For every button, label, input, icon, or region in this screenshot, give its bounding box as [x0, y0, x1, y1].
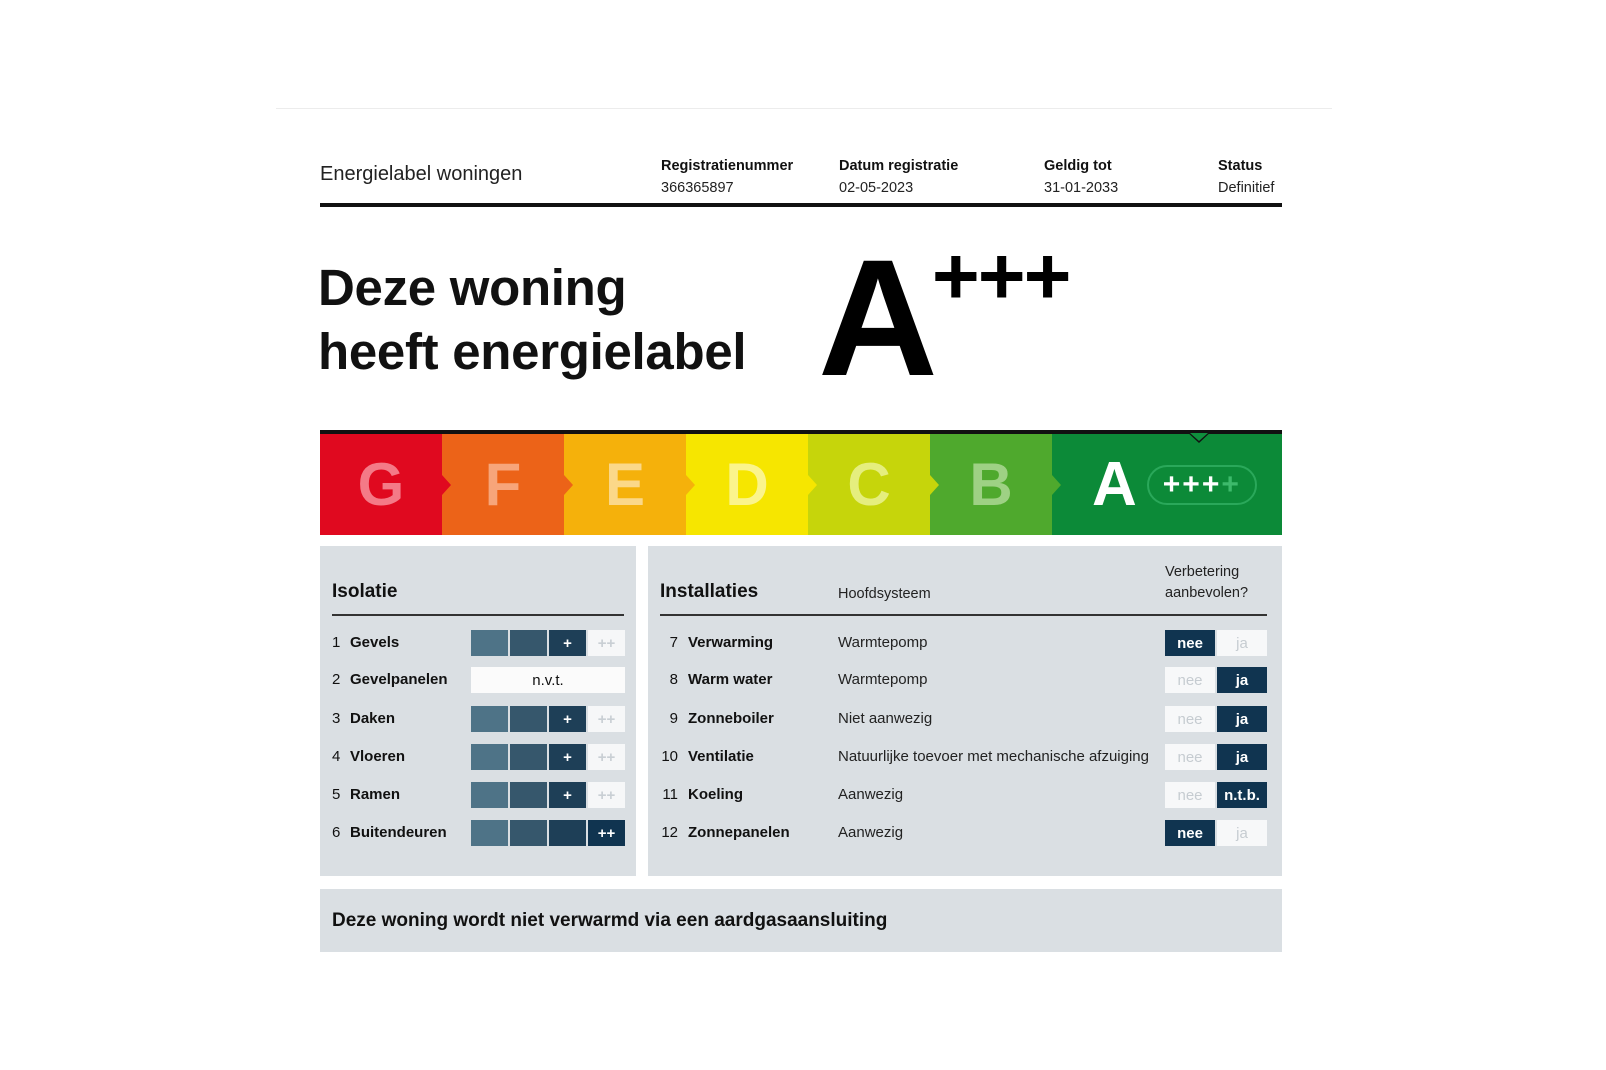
rating-cell	[510, 820, 547, 846]
row-name: Daken	[350, 710, 396, 727]
rating-cell-plus: +	[549, 782, 586, 808]
scale-class-g	[320, 434, 442, 535]
insulation-rating-bar	[471, 630, 625, 656]
scale-class-letter: C	[847, 451, 891, 518]
toggle-option-ja: ja	[1217, 667, 1267, 693]
not-applicable-value: n.v.t.	[471, 667, 625, 693]
rating-cell	[510, 782, 547, 808]
isolatie-row	[332, 820, 624, 846]
gas-connection-banner	[320, 889, 1282, 952]
insulation-rating-bar	[471, 744, 625, 770]
banner-text: Deze woning wordt niet verwarmd via een aardgasaansluiting	[332, 909, 888, 931]
insulation-rating-bar	[471, 820, 625, 846]
rating-cell-plus: +	[549, 706, 586, 732]
row-name: Gevels	[350, 634, 400, 651]
scale-class-letter: A	[1092, 450, 1137, 519]
improvement-toggle	[1165, 744, 1267, 770]
row-number: 3	[332, 710, 341, 727]
rating-cell	[549, 820, 586, 846]
chevron-right-icon	[442, 475, 451, 495]
row-name: Buitendeuren	[350, 824, 447, 841]
column-label-main-system: Hoofdsysteem	[838, 586, 931, 602]
isolatie-row	[332, 667, 624, 693]
pointer-inner	[1190, 433, 1208, 441]
toggle-option-nee: nee	[1165, 706, 1215, 732]
rating-cell-plusplus: ++	[588, 630, 625, 656]
isolatie-panel	[320, 546, 636, 876]
column-label-improvement	[1165, 562, 1248, 604]
row-number: 6	[332, 824, 341, 841]
energy-label-rating	[818, 226, 1070, 411]
column-label-line: aanbevolen?	[1165, 585, 1249, 601]
rating-cell	[471, 782, 508, 808]
row-system: Natuurlijke toevoer met mechanische afzuiging	[838, 748, 1149, 765]
scale-class-e	[564, 434, 686, 535]
meta-value: 366365897	[661, 180, 734, 196]
row-name: Koeling	[688, 786, 743, 803]
meta-key: Registratienummer	[661, 158, 794, 174]
improvement-toggle	[1165, 706, 1267, 732]
row-number: 11	[662, 786, 678, 803]
scale-class-b	[930, 434, 1052, 535]
installaties-panel	[648, 546, 1282, 876]
row-number: 8	[669, 671, 678, 688]
installaties-title: Installaties	[660, 581, 759, 602]
installaties-divider	[660, 614, 1267, 616]
chevron-right-icon	[808, 475, 817, 495]
rating-cell	[471, 630, 508, 656]
scale-class-letter: F	[484, 451, 522, 518]
row-number: 7	[669, 634, 678, 651]
installatie-row	[660, 820, 1267, 846]
row-name: Ventilatie	[688, 748, 754, 765]
installatie-row	[660, 667, 1267, 693]
toggle-option-nee: nee	[1165, 667, 1215, 693]
document-header	[320, 150, 1282, 206]
toggle-option-ntb: n.t.b.	[1217, 782, 1267, 808]
isolatie-divider	[332, 614, 624, 616]
improvement-toggle	[1165, 630, 1267, 656]
row-name: Vloeren	[350, 748, 406, 765]
row-number: 10	[661, 748, 678, 765]
scale-top-line	[320, 430, 1282, 434]
plus-rating-pill	[1147, 465, 1257, 505]
row-system: Niet aanwezig	[838, 710, 933, 727]
column-label-line: Verbetering	[1165, 564, 1240, 580]
row-system: Warmtepomp	[838, 671, 928, 688]
toggle-option-ja: ja	[1217, 630, 1267, 656]
row-name: Verwarming	[688, 634, 774, 651]
row-number: 1	[332, 634, 341, 651]
rating-cell-plusplus: ++	[588, 782, 625, 808]
headline-line-2: heeft energielabel	[318, 323, 747, 380]
rating-cell-plus: +	[549, 630, 586, 656]
isolatie-title: Isolatie	[332, 581, 398, 602]
isolatie-row	[332, 744, 624, 770]
insulation-rating-bar	[471, 706, 625, 732]
chevron-right-icon	[930, 475, 939, 495]
isolatie-row	[332, 706, 624, 732]
installatie-row	[660, 706, 1267, 732]
row-name: Zonneboiler	[688, 710, 774, 727]
meta-key: Geldig tot	[1044, 158, 1112, 174]
row-number: 2	[332, 671, 341, 688]
header-divider	[320, 203, 1282, 207]
energy-label-plus: +++	[931, 231, 1070, 322]
row-system: Warmtepomp	[838, 634, 928, 651]
toggle-option-ja: ja	[1217, 820, 1267, 846]
toggle-option-nee: nee	[1165, 744, 1215, 770]
meta-value: 02-05-2023	[839, 180, 914, 196]
toggle-option-ja: ja	[1217, 744, 1267, 770]
scale-class-c	[808, 434, 930, 535]
rating-cell	[471, 706, 508, 732]
toggle-option-ja: ja	[1217, 706, 1267, 732]
rating-cell-plusplus: ++	[588, 744, 625, 770]
row-name: Warm water	[688, 671, 773, 688]
scale-class-a-current	[1052, 434, 1282, 535]
chevron-right-icon	[1052, 475, 1061, 495]
rating-cell-plusplus: ++	[588, 706, 625, 732]
rating-cell	[471, 744, 508, 770]
improvement-toggle	[1165, 667, 1267, 693]
rating-cell	[510, 706, 547, 732]
installatie-row	[660, 782, 1267, 808]
meta-value: 31-01-2033	[1044, 180, 1119, 196]
meta-value: Definitief	[1218, 180, 1275, 196]
meta-registration-date	[839, 155, 958, 199]
row-number: 12	[661, 824, 678, 841]
rating-cell-plusplus: ++	[588, 820, 625, 846]
rating-cell	[510, 630, 547, 656]
installatie-row	[660, 744, 1267, 770]
scale-class-d	[686, 434, 808, 535]
rating-cell	[510, 744, 547, 770]
row-name: Zonnepanelen	[688, 824, 790, 841]
energy-scale	[320, 430, 1282, 535]
row-name: Ramen	[350, 786, 401, 803]
row-name: Gevelpanelen	[350, 671, 448, 688]
headline-line-1: Deze woning	[318, 259, 627, 316]
meta-status	[1218, 155, 1274, 199]
scale-class-letter: E	[604, 451, 646, 518]
top-divider	[276, 108, 1332, 109]
toggle-option-nee: nee	[1165, 630, 1215, 656]
row-number: 5	[332, 786, 341, 803]
row-system: Aanwezig	[838, 786, 904, 803]
rating-cell	[471, 820, 508, 846]
row-number: 4	[332, 748, 341, 765]
isolatie-row	[332, 782, 624, 808]
meta-key: Datum registratie	[839, 158, 959, 174]
meta-valid-until	[1044, 155, 1118, 199]
scale-class-f	[442, 434, 564, 535]
scale-class-letter: G	[357, 451, 405, 518]
plus-rating-inactive: +	[1221, 467, 1241, 501]
chevron-right-icon	[686, 475, 695, 495]
toggle-option-nee: nee	[1165, 820, 1215, 846]
plus-rating-active: +++	[1162, 467, 1222, 501]
improvement-toggle	[1165, 820, 1267, 846]
row-number: 9	[669, 710, 678, 727]
energy-label-letter: A	[818, 226, 938, 411]
row-system: Aanwezig	[838, 824, 904, 841]
chevron-right-icon	[564, 475, 573, 495]
headline	[318, 256, 746, 384]
meta-key: Status	[1218, 158, 1263, 174]
scale-class-letter: B	[969, 451, 1013, 518]
document-title: Energielabel woningen	[320, 163, 523, 185]
improvement-toggle	[1165, 782, 1267, 808]
isolatie-row	[332, 630, 624, 656]
installatie-row	[660, 630, 1267, 656]
meta-registration-number	[661, 155, 793, 199]
scale-class-letter: D	[725, 451, 769, 518]
toggle-option-nee: nee	[1165, 782, 1215, 808]
rating-cell-plus: +	[549, 744, 586, 770]
insulation-rating-bar	[471, 782, 625, 808]
